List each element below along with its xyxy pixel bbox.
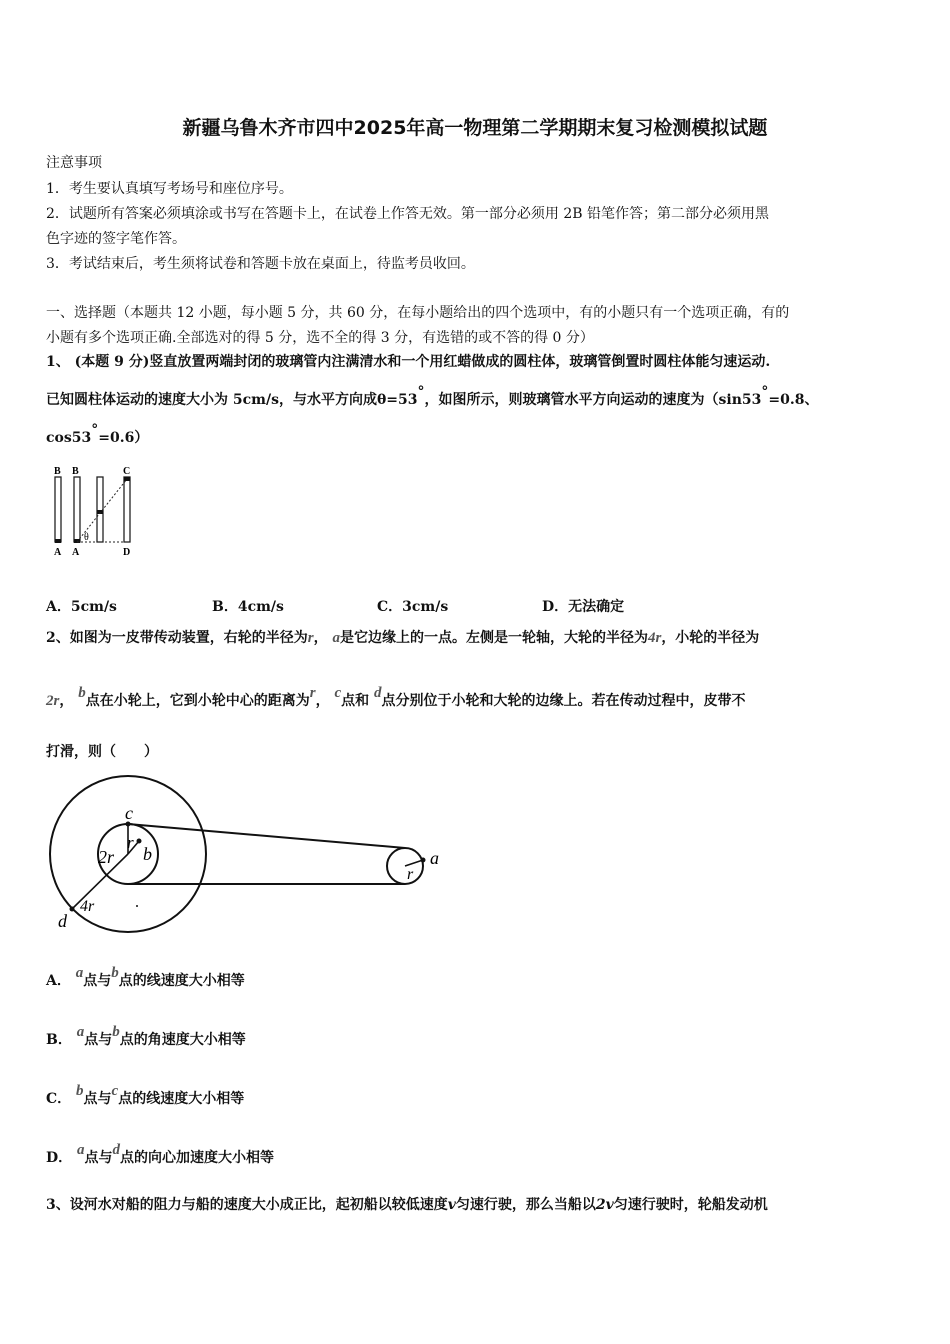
q1-option-c: C．3cm/s (377, 599, 449, 615)
fig-label: C (123, 466, 131, 477)
notes-item: 1．考生要认真填写考场号和座位序号。 (46, 181, 293, 197)
q2-option-a: A． a点与b点的线速度大小相等 (46, 965, 245, 989)
notes-item: 色字迹的签字笔作答。 (46, 231, 186, 247)
fig-label-b: b (143, 844, 152, 864)
fig-label-c: c (125, 803, 133, 823)
fig-label-2r: 2r (98, 847, 115, 867)
q1-stem: 1、 (本题 9 分)竖直放置两端封闭的玻璃管内注满清水和一个用红蜡做成的圆柱体，玻璃管倒置时圆柱体能匀速运动. (46, 354, 771, 370)
q2-option-c: C． b点与c点的线速度大小相等 (46, 1083, 245, 1107)
q1-stem-line3: cos53°=0.6） (46, 422, 149, 446)
q3-stem: 3、设河水对船的阻力与船的速度大小成正比，起初船以较低速度v匀速行驶，那么当船以2v匀速行驶时，轮船发动机 (46, 1197, 768, 1213)
q2-stem-line3: 打滑，则（ ） (46, 744, 158, 760)
fig-label-r-small: r (407, 866, 414, 883)
q1-option-d: D．无法确定 (542, 599, 625, 615)
page-title: 新疆乌鲁木齐市四中2025年高一物理第二学期期末复习检测模拟试题 (182, 117, 768, 139)
q2-option-b: B． a点与b点的角速度大小相等 (46, 1024, 246, 1048)
fig-label-4r: 4r (80, 898, 95, 915)
fig-label: A (72, 547, 80, 558)
q1-option-b: B．4cm/s (212, 599, 284, 615)
q2-stem: 2、如图为一皮带传动装置，右轮的半径为r， a是它边缘上的一点。左侧是一轮轴，大轮的半径为4r，小轮的半径为 (46, 630, 760, 646)
notes-heading: 注意事项 (46, 155, 102, 171)
q2-option-d: D． a点与d点的向心加速度大小相等 (46, 1142, 275, 1166)
fig-label-a: a (430, 848, 439, 868)
fig-label: A (54, 547, 62, 558)
q2-belt-drive-figure (42, 774, 462, 934)
fig-label-d: d (58, 911, 67, 931)
fig-label: D (123, 547, 131, 558)
q2-stem-line2: 2r， b点在小轮上，它到小轮中心的距离为r， c点和 d点分别位于小轮和大轮的边缘上。若在传动过程中，皮带不 (46, 685, 746, 709)
notes-item: 2．试题所有答案必须填涂或书写在答题卡上，在试卷上作答无效。第一部分必须用 2B 铅笔作答；第二部分必须用黑 (46, 206, 769, 222)
notes-item: 3．考试结束后，考生须将试卷和答题卡放在桌面上，待监考员收回。 (46, 256, 475, 272)
section-heading-cont: 小题有多个选项正确.全部选对的得 5 分，选不全的得 3 分，有选错的或不答的得 0 分） (46, 330, 594, 346)
section-heading: 一、选择题（本题共 12 小题，每小题 5 分，共 60 分，在每小题给出的四个选项中，有的小题只有一个选项正确，有的 (46, 305, 790, 321)
fig-label: θ (84, 532, 89, 543)
q1-option-a: A．5cm/s (46, 599, 117, 615)
fig-label: B (54, 466, 61, 477)
q1-stem-line2: 已知圆柱体运动的速度大小为 5cm/s，与水平方向成θ=53°，如图所示，则玻璃管水平方向运动的速度为（sin53°=0.8、 (46, 384, 819, 408)
fig-label: B (72, 466, 79, 477)
q1-glass-tube-figure (46, 462, 146, 562)
fig-label-r: r (127, 833, 134, 852)
